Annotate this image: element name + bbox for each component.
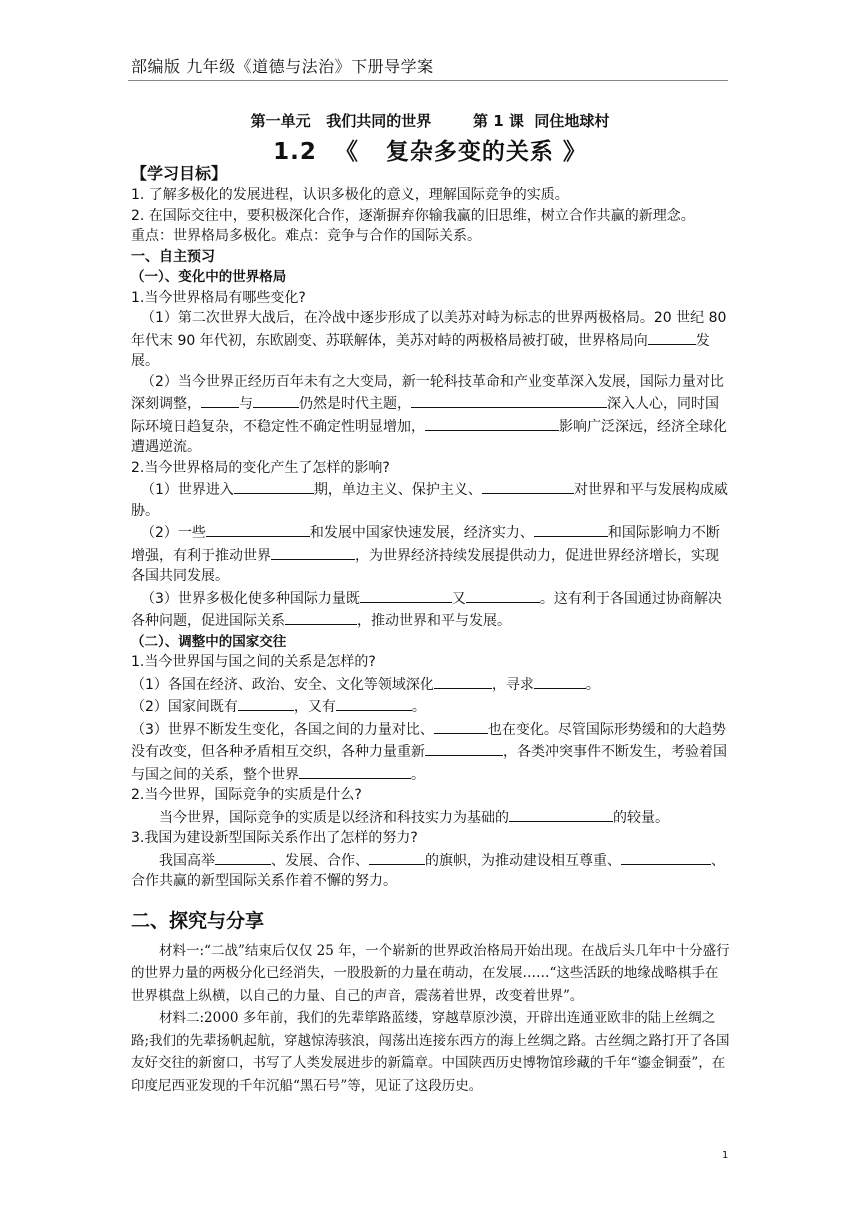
text-span: 当今世界，国际竞争的实质是以经济和科技实力为基础的	[159, 809, 509, 826]
fill-blank[interactable]	[206, 521, 310, 537]
text-span: 深入人心，同时国际环境日趋复杂，不稳定性不确定性明显增加，	[131, 396, 719, 435]
fill-blank[interactable]	[336, 695, 412, 711]
text-span: ，又有	[293, 699, 336, 715]
text-span: 。	[411, 699, 426, 715]
answer-1-1b	[131, 372, 731, 458]
fill-blank[interactable]	[482, 478, 574, 494]
text-span: 和国际影响力不断增强，有利于推动世界	[131, 525, 720, 564]
text-span: （2）当今世界正经历百年未有之大变局，新一轮科技革命和产业变革深入发展，国际力量对比深刻调整，	[131, 373, 724, 412]
text-span: （1）世界进入	[141, 482, 234, 498]
text-span: （1）第二次世界大战后，在冷战中逐步形成了以美苏对峙为标志的世界两极格局。20 世纪 80 年代末 90 年代初，东欧剧变、苏联解体，美苏对峙的两极格局被打破，世界格局向	[131, 310, 727, 349]
fill-blank[interactable]	[253, 392, 299, 408]
text-span: 与	[239, 396, 253, 412]
key-points: 重点：世界格局多极化。难点：竞争与合作的国际关系。	[131, 228, 481, 244]
text-span: （1）各国在经济、政治、安全、文化等领域深化	[131, 676, 434, 693]
fill-blank[interactable]	[621, 849, 711, 865]
text-span: 、发展、合作、	[271, 852, 369, 869]
question-1-1: 1.当今世界格局有哪些变化?	[131, 289, 306, 306]
fill-blank[interactable]	[434, 718, 488, 734]
fill-blank[interactable]	[215, 849, 271, 865]
fill-blank[interactable]	[509, 806, 613, 822]
text-span: 我国高举	[159, 852, 215, 869]
fill-blank[interactable]	[534, 521, 608, 537]
text-span: ，推动世界和平与发展。	[357, 613, 511, 629]
fill-blank[interactable]	[534, 673, 586, 689]
fill-blank[interactable]	[411, 392, 607, 408]
text-span: 影响广泛深远，经济全球化遭遇逆流。	[131, 418, 727, 455]
text-span: （3）世界不断发生变化，各国之间的力量对比、	[131, 721, 434, 738]
answer-2-1c	[131, 718, 731, 786]
fill-blank[interactable]	[369, 849, 425, 865]
part1-heading: （一）、变化中的世界格局	[131, 269, 287, 285]
fill-blank[interactable]	[648, 329, 696, 345]
text-span: （3）世界多极化使多种国际力量既	[141, 590, 360, 607]
fill-blank[interactable]	[299, 763, 411, 779]
answer-1-2c	[131, 587, 731, 632]
text-span: 。	[585, 676, 600, 693]
text-span: 也在变化。尽管国际形势缓和的大趋势没有改变，但各种矛盾相互交织，各种力量重新	[131, 721, 726, 760]
explore-heading: 二、探究与分享	[131, 909, 265, 932]
answer-1-2b	[131, 521, 731, 587]
text-span: 对世界和平与发展构成威胁。	[131, 482, 728, 519]
answer-2-1b	[131, 695, 731, 718]
text-span: 又	[451, 590, 466, 607]
lesson-title: 1.2 《 复杂多变的关系 》	[273, 139, 587, 165]
fill-blank[interactable]	[271, 544, 355, 560]
unit-heading: 第一单元 我们共同的世界 第 1 课 同住地球村	[250, 112, 610, 130]
answer-1-1a	[131, 308, 731, 372]
fill-blank[interactable]	[425, 415, 559, 431]
text-span: 、合作共赢的新型国际关系作着不懈的努力。	[131, 852, 725, 889]
question-2-2: 2.当今世界，国际竞争的实质是什么?	[131, 787, 362, 803]
running-header: 部编版 九年级《道德与法治》下册导学案	[131, 57, 434, 76]
text-span: 。	[411, 766, 425, 783]
text-span: ，寻求	[491, 676, 534, 693]
goal-1: 1. 了解多极化的发展进程，认识多极化的意义，理解国际竞争的实质。	[131, 187, 569, 203]
fill-blank[interactable]	[425, 740, 503, 756]
text-span: 的较量。	[613, 809, 669, 826]
fill-blank[interactable]	[238, 695, 294, 711]
fill-blank[interactable]	[201, 392, 239, 408]
text-span: 仍然是时代主题，	[299, 396, 411, 412]
text-span: （2）国家间既有	[131, 699, 238, 715]
material-1: 材料一:“二战”结束后仅仅 25 年，一个崭新的世界政治格局开始出现。在战后头几年中十分盛行的世界力量的两极分化已经消失，一股股新的力量在萌动，在发展……“这些活跃的地缘战略棋手在世界棋盘上纵横，以自己的力量、自己的声音，震荡着世界，改变着世界”。	[131, 942, 730, 1004]
part2-heading: （二）、调整中的国家交往	[131, 633, 287, 650]
goals-heading: 【学习目标】	[131, 164, 228, 183]
question-2-3: 3.我国为建设新型国际关系作出了怎样的努力?	[131, 830, 418, 846]
text-span: 的旗帜，为推动建设相互尊重、	[425, 852, 621, 869]
text-span: ，为世界经济持续发展提供动力，促进世界经济增长，实现各国共同发展。	[131, 547, 719, 584]
header-rule	[128, 80, 728, 81]
goal-2: 2. 在国际交往中，要积极深化合作，逐渐摒弃你输我赢的旧思维，树立合作共赢的新理念。	[131, 207, 695, 224]
preview-heading: 一、自主预习	[131, 248, 215, 265]
text-span: （2）一些	[141, 525, 206, 541]
text-span: 和发展中国家快速发展，经济实力、	[309, 525, 534, 541]
text-span: ，各类冲突事件不断发生，考验着国与国之间的关系，整个世界	[131, 744, 727, 783]
fill-blank[interactable]	[360, 587, 452, 603]
question-2-1: 1.当今世界国与国之间的关系是怎样的?	[131, 654, 376, 670]
fill-blank[interactable]	[466, 587, 540, 603]
page-number: 1	[722, 1150, 729, 1161]
answer-2-1a	[131, 673, 731, 696]
answer-2-2	[131, 806, 731, 829]
question-1-2: 2.当今世界格局的变化产生了怎样的影响?	[131, 459, 390, 476]
text-span: 期，单边主义、保护主义、	[313, 482, 482, 498]
content-body	[131, 163, 731, 1097]
text-span: 发展。	[131, 332, 710, 369]
answer-2-3	[131, 849, 731, 892]
material-2: 材料二:2000 多年前，我们的先辈筚路蓝缕，穿越草原沙漠，开辟出连通亚欧非的陆上丝绸之路;我们的先辈扬帆起航，穿越惊涛骇浪，闯荡出连接东西方的海上丝绸之路。古丝绸之路打开了各国友好交往的新窗口，书写了人类发展进步的新篇章。中国陕西历史博物馆珍藏的千年“鎏金铜蚕”，在印度尼西亚发现的千年沉船“黑石号”等，见证了这段历史。	[131, 1010, 730, 1094]
text-span: 。这有利于各国通过协商解决各种问题，促进国际关系	[131, 590, 722, 629]
answer-1-2a	[131, 478, 731, 521]
fill-blank[interactable]	[434, 673, 492, 689]
fill-blank[interactable]	[285, 609, 357, 625]
fill-blank[interactable]	[234, 478, 314, 494]
